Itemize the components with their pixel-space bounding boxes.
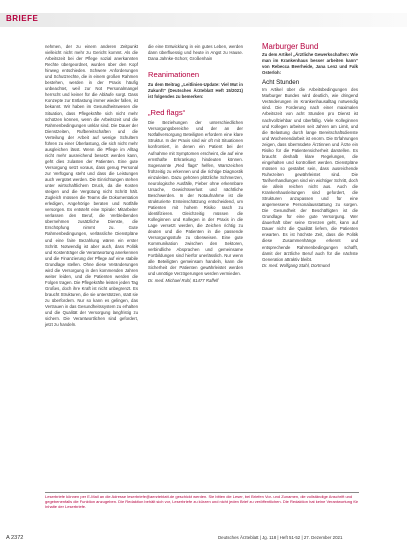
column-2 [148,44,243,284]
heading-marburger-bund: Marburger Bund [262,42,319,51]
article-body: nehmen, der zu einem anderen Zeitpunkt vielleicht nicht mehr zu Gericht kommt. Als die Arbeitszeit bei der Pflege sozial anerkannten Rechte übergeordnet, wurden über den Kopf hinweg entschieden. Schwere Anforderungen und Schutzrechte, die in einem großen Rahmen bestehen, werden in der Praxis häufig unbeachtet, weil zur Not Personalmangel herrscht und keiner für die Abläufe sorgt. Dass Konzepte zur Entlastung immer wieder fallen, ist bekannt. Wir haben im Gesundheitswesen die Situation, dass Pflegekräfte sich nicht mehr schützen können, wenn die Arbeitszeit und die Rahmenbedingungen unklar sind. Die Dauer der Dienstzeiten, Rufbereitschaften und die Verteilung der Arbeit auf wenige Schultern führen zu einer Überlastung, die sich nicht mehr ausgleichen lässt. Wenn die Pflege im Alltag nicht mehr ausreichend besetzt werden kann, geht dies zulasten der Patienten. Eine gute Versorgung setzt voraus, dass genug Personal zur Verfügung steht und dass die Leistungen auch vergütet werden. Die Einrichtungen stehen unter wirtschaftlichem Druck, da die Kosten steigen und die Vergütung nicht Schritt hält. Zugleich müssen die Teams die Dokumentation erledigen, Angehörige beraten und Notfälle versorgen. Es entsteht eine Spirale: Mitarbeiter verlassen den Beruf, die Verbleibenden übernehmen zusätzliche Dienste, die Erschöpfung nimmt zu. Gute Rahmenbedingungen, verlässliche Dienstpläne und eine faire Bezahlung wären ein erster Schritt. Notwendig ist aber auch, dass Politik und Kostenträger die Verantwortung anerkennen und die Finanzierung der Pflege auf eine stabile Grundlage stellen. Ohne diese Veränderungen wird die Versorgung in den kommenden Jahren weiter leiden, und die Patienten werden die Folgen tragen. Die Pflegekräfte leisten jeden Tag Großes, doch ihre Kraft ist nicht unbegrenzt. Es braucht Strukturen, die sie unterstützen, statt sie zu überfordern. Nur so kann es gelingen, das Vertrauen in das Gesundheitssystem zu erhalten und die Qualität der Versorgung langfristig zu sichern. Die Verantwortlichen sind gefordert, jetzt zu handeln. [45,44,138,328]
footnote-divider [45,492,359,493]
journal-citation: Deutsches Ärzteblatt | Jg. 118 | Heft 51-52 | 27. Dezember 2021 [218,535,343,540]
heading-acht-stunden: Acht Stunden [262,79,300,87]
lead-reanimationen: Zu dem Beitrag „Leitlinien-Update: Viel Mut in Zukunft“ (Deutsches Ärzteblatt Heft 15/2021) ist folgendes zu bemerken: [148,82,243,100]
signature: Dr. med. Wolfgang Stahl, Dortmund [262,262,330,268]
lead-marburger-bund: Zu dem Artikel „Ärztliche Gewerkschaften: Wie man im Krankenhaus besser arbeiten kann“ von Rebecca Beerheide, Jana Lenz und Falk Osterloh: [262,52,358,76]
column-1 [45,44,138,328]
heading-red-flags: „Red flags“ [148,108,186,118]
letter-intro: die eine Entwicklung in ein gutes Leben, werden dann überfluessig und heute in Angst zu Hause. Dana Jahnke-Schorr, Großenhain [148,44,243,62]
column-3 [262,44,358,269]
section-title: BRIEFE [6,14,39,23]
footnote: Leserbriefe können per E-Mail an die Adresse leserbriefe@aerzteblatt.de geschickt werden. Sie bitten die Leser, bei Briefen Vor- und Zunamen, die vollständige Anschrift und gegebenenfalls die Funktion anzugeben. Die Redaktion behält sich vor, Leserbriefe zu kürzen und nicht jeden Brief zu veröffentlichen. Die Redaktion hat keine Verantwortung für Inhalte der Leserbriefe. [45,494,359,509]
heading-reanimationen: Reanimationen [148,70,200,80]
signature: Dr. med. Michael Ruhl, 81477 Raffelf [148,277,219,283]
page-number: A 2372 [6,535,24,541]
article-body: Im Artikel über die Arbeitsbedingungen des Marburger Bundes wird deutlich, wie dringend Veränderungen im Krankenhausalltag notwendig sind. Die Forderung nach einer maximalen Arbeitszeit von acht Stunden pro Dienst ist nachvollziehbar und überfällig. Viele Kolleginnen und Kollegen arbeiten seit Jahren am Limit, und die Belastung durch lange Bereitschaftsdienste und Wochenendarbeit ist enorm. Die Erfahrungen zeigen, dass übermüdete Ärztinnen und Ärzte ein Risiko für die Patientensicherheit darstellen. Es braucht deshalb klare Regelungen, die eingehalten und kontrolliert werden. Dienstpläne müssen so gestaltet sein, dass ausreichende Ruhezeiten gewährleistet sind. Die Tarifverhandlungen sind ein wichtiger Schritt, doch sie allein reichen nicht aus. Auch die Krankenhausleitungen sind gefordert, die Strukturen anzupassen und für eine angemessene Personalausstattung zu sorgen. Die Gesundheit der Beschäftigten ist die Grundlage für eine gute Versorgung. Wer dauerhaft über seine Grenzen geht, kann auf Dauer nicht die Qualität liefern, die Patienten erwarten. Es ist höchste Zeit, dass die Politik diese Zusammenhänge erkennt und entsprechende Rahmenbedingungen schafft, damit der ärztliche Beruf auch für die nächste Generation attraktiv bleibt. [262,87,358,262]
header-stripe [0,13,407,27]
article-body: Die Beziehungen der unterschiedlichen Versorgungsbereiche und der an der Notfallversorgung Beteiligten erfordern eine klare Struktur. In der Praxis sind wir oft mit Situationen konfrontiert, in denen ein Patient bei der Aufnahme mit Symptomen erscheint, die auf eine ernsthafte Erkrankung hindeuten können. Sogenannte „Red flags“ helfen, Warnzeichen frühzeitig zu erkennen und die richtige Diagnostik einzuleiten. Dazu gehören plötzliche Schmerzen, neurologische Ausfälle, Fieber ohne erkennbare Ursache, Gewichtsverlust und nächtliche Beschwerden. In der Notaufnahme ist die strukturierte Ersteinschätzung entscheidend, um Patienten mit hohem Risiko rasch zu identifizieren. Gleichzeitig müssen die Kolleginnen und Kollegen in der Praxis in die Lage versetzt werden, die Zeichen richtig zu deuten und die Patienten in die passende Versorgungsstufe zu überweisen. Eine gute Kommunikation zwischen den Sektoren, verbindliche Absprachen und gemeinsame Fortbildungen sind hierfür unerlässlich. Nur wenn alle Beteiligten gemeinsam handeln, kann die Sicherheit der Patienten gewährleistet werden und unnötige Verzögerungen werden vermieden. [148,120,243,277]
